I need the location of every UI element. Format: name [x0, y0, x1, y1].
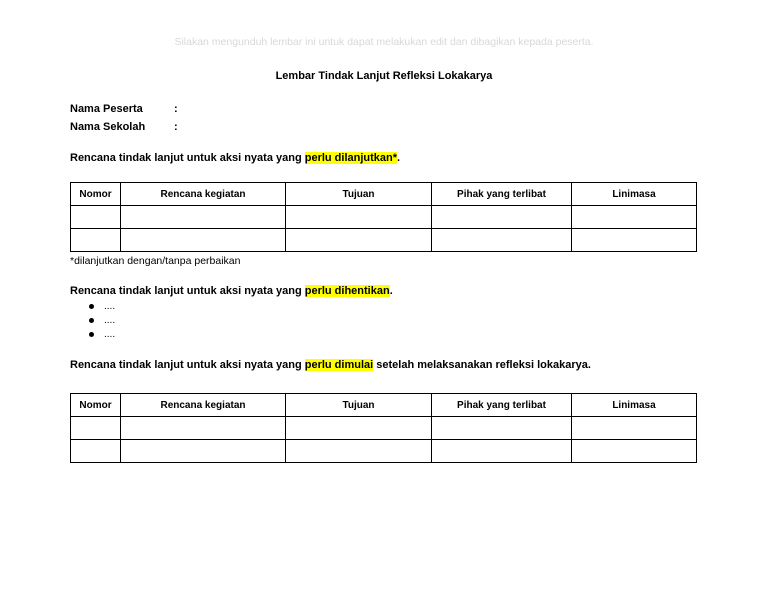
table-cell[interactable]: [286, 206, 432, 229]
list-item[interactable]: [70, 314, 115, 328]
header-nomor: Nomor: [71, 183, 121, 206]
stop-bullet-list: [70, 300, 115, 342]
header-tujuan: Tujuan: [286, 394, 432, 417]
table-cell[interactable]: [71, 206, 121, 229]
table-cell[interactable]: [432, 417, 572, 440]
list-item[interactable]: [70, 328, 115, 342]
table-cell[interactable]: [71, 229, 121, 252]
field-nama-peserta: [70, 103, 178, 115]
table-row: [71, 440, 697, 463]
start-plan-table: [70, 393, 697, 463]
header-linimasa: Linimasa: [572, 394, 697, 417]
table-header-row: [71, 394, 697, 417]
table-cell[interactable]: [572, 417, 697, 440]
table-cell[interactable]: [432, 229, 572, 252]
heading-highlight: perlu dihentikan: [304, 285, 390, 297]
field-separator: :: [174, 103, 178, 115]
table-cell[interactable]: [432, 440, 572, 463]
heading-text-end: .: [389, 285, 393, 297]
field-separator: :: [174, 121, 178, 133]
download-note: Silakan mengunduh lembar ini untuk dapat melakukan edit dan dibagikan kepada peserta.: [174, 36, 594, 48]
table-cell[interactable]: [432, 206, 572, 229]
table-row: [71, 206, 697, 229]
header-rencana-kegiatan: Rencana kegiatan: [121, 394, 286, 417]
field-label: Nama Sekolah: [70, 121, 146, 133]
table-row: [71, 229, 697, 252]
table-cell[interactable]: [286, 229, 432, 252]
list-item-text: ....: [104, 315, 116, 326]
header-tujuan: Tujuan: [286, 183, 432, 206]
header-pihak: Pihak yang terlibat: [432, 394, 572, 417]
header-pihak: Pihak yang terlibat: [432, 183, 572, 206]
footnote: *dilanjutkan dengan/tanpa perbaikan: [70, 255, 241, 267]
table-cell[interactable]: [572, 440, 697, 463]
table-cell[interactable]: [121, 417, 286, 440]
table-cell[interactable]: [121, 229, 286, 252]
heading-highlight: perlu dimulai: [304, 359, 374, 371]
section-start-heading: [70, 359, 591, 371]
field-nama-sekolah: [70, 121, 178, 133]
document-title: Lembar Tindak Lanjut Refleksi Lokakarya: [275, 70, 493, 82]
table-header-row: [71, 183, 697, 206]
field-label: Nama Peserta: [70, 103, 143, 115]
table-cell[interactable]: [572, 229, 697, 252]
list-item-text: ....: [104, 301, 116, 312]
table-cell[interactable]: [286, 417, 432, 440]
continue-plan-table: [70, 182, 697, 252]
header-nomor: Nomor: [71, 394, 121, 417]
bullet-icon: [89, 318, 94, 323]
section-stop-heading: [70, 285, 393, 297]
heading-highlight: perlu dilanjutkan*: [304, 152, 398, 164]
table-row: [71, 417, 697, 440]
bullet-icon: [89, 304, 94, 309]
header-rencana-kegiatan: Rencana kegiatan: [121, 183, 286, 206]
table-cell[interactable]: [71, 440, 121, 463]
bullet-icon: [89, 332, 94, 337]
list-item-text: ....: [104, 329, 116, 340]
table-cell[interactable]: [572, 206, 697, 229]
heading-text-end: .: [397, 152, 401, 164]
table-cell[interactable]: [121, 440, 286, 463]
heading-text: Rencana tindak lanjut untuk aksi nyata yang: [70, 285, 305, 297]
heading-text: Rencana tindak lanjut untuk aksi nyata yang: [70, 359, 305, 371]
list-item[interactable]: [70, 300, 115, 314]
heading-text-end: setelah melaksanakan refleksi lokakarya.: [373, 359, 591, 371]
heading-text: Rencana tindak lanjut untuk aksi nyata yang: [70, 152, 305, 164]
table-cell[interactable]: [121, 206, 286, 229]
header-linimasa: Linimasa: [572, 183, 697, 206]
table-cell[interactable]: [286, 440, 432, 463]
table-cell[interactable]: [71, 417, 121, 440]
section-continue-heading: [70, 152, 400, 164]
